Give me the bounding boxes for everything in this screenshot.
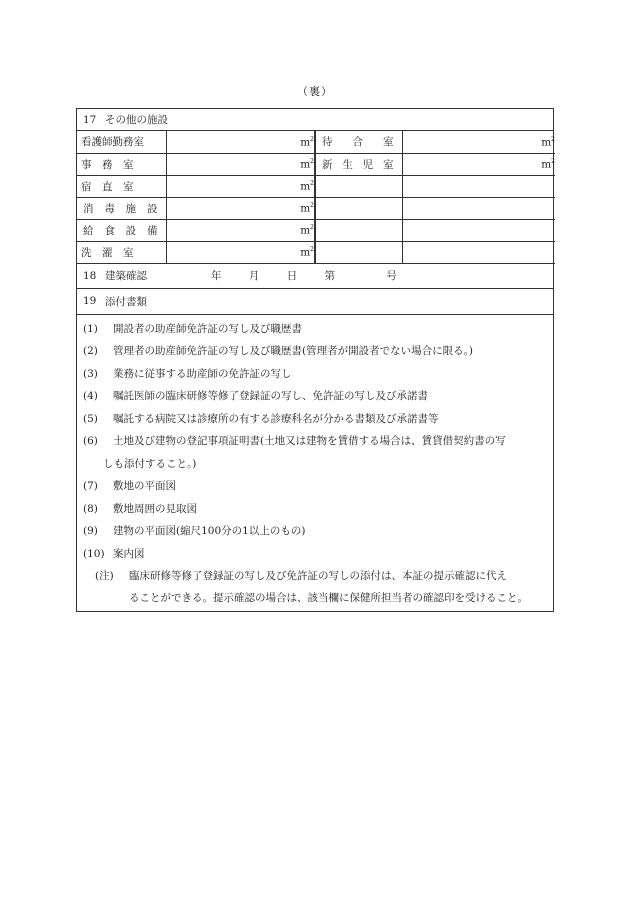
facility-area-field[interactable] [402, 175, 555, 197]
facility-row [77, 131, 555, 153]
list-item: (1) 開設者の助産師免許証の写し及び職歴書 [83, 322, 302, 335]
facility-row [77, 197, 555, 219]
section-19-header [77, 289, 553, 315]
year-label: 年 [211, 270, 222, 282]
facility-label: 新 生 児 室 [315, 153, 402, 175]
facility-label [315, 241, 402, 263]
section-18-row [77, 264, 553, 289]
day-label: 日 [286, 270, 298, 282]
facility-area-field[interactable]: $m^2$ [166, 197, 315, 219]
facility-label: 事 務 室 [77, 153, 166, 175]
facility-label: 待 合 室 [315, 131, 402, 153]
facility-row [77, 175, 555, 197]
note-label: (注) [95, 570, 114, 582]
facility-area-field[interactable] [402, 219, 555, 241]
facility-label [315, 219, 402, 241]
facility-area-field[interactable]: $m^2$ [166, 175, 315, 197]
facility-label [315, 175, 402, 197]
application-form-back [76, 108, 554, 612]
list-item: (10) 案内図 [83, 547, 145, 560]
list-item: (8) 敷地周囲の見取図 [83, 502, 197, 515]
list-item-continuation: しも添付すること。) [103, 457, 197, 470]
facility-area-field[interactable]: $m^2$ [166, 153, 315, 175]
facility-label [315, 197, 402, 219]
facility-area-field[interactable]: $m^2$ [402, 153, 555, 175]
section-18-number: 18 [83, 269, 97, 282]
facility-table [77, 131, 555, 264]
section-19-title: 添付書類 [105, 295, 147, 308]
section-18-title: 建築確認 [105, 270, 147, 282]
facility-label: 給 食 設 備 [77, 219, 166, 241]
facility-label: 看護師勤務室 [77, 131, 166, 153]
facility-label: 洗 濯 室 [77, 241, 166, 263]
list-item: (5) 嘱託する病院又は診療所の有する診療科名が分かる書類及び承諾書等 [83, 412, 439, 425]
list-item: (7) 敷地の平面図 [83, 480, 176, 492]
list-item: (9) 建物の平面図(縮尺100分の1以上のもの) [83, 525, 306, 537]
facility-area-field[interactable]: $m^2$ [166, 219, 315, 241]
note-line-1: 臨床研修等修了登録証の写し及び免許証の写しの添付は、本証の提示確認に代え [129, 570, 507, 582]
section-17-title: その他の施設 [105, 114, 168, 126]
facility-area-field[interactable]: $m^2$ [402, 131, 555, 153]
month-label: 月 [248, 270, 260, 282]
facility-row [77, 219, 555, 241]
facility-label: 消 毒 施 設 [77, 197, 166, 219]
list-item: (6) 土地及び建物の登記事項証明書(土地又は建物を賃借する場合は、賃貸借契約書の写 [83, 435, 506, 447]
list-item: (3) 業務に従事する助産師の免許証の写し [83, 367, 292, 380]
facility-label: 宿 直 室 [77, 175, 166, 197]
facility-area-field[interactable]: $m^2$ [166, 131, 315, 153]
list-item: (2) 管理者の助産師免許証の写し及び職歴書(管理者が開設者でない場合に限る。) [83, 345, 473, 357]
facility-area-field[interactable]: $m^2$ [166, 241, 315, 263]
facility-row [77, 153, 555, 175]
page-title: （裏） [297, 85, 333, 98]
note [83, 565, 547, 587]
list-item: (4) 嘱託医師の臨床研修等修了登録証の写し、免許証の写し及び承諾書 [83, 390, 428, 402]
go-label: 号 [386, 270, 397, 282]
attachment-list [77, 315, 553, 610]
section-19-number: 19 [83, 295, 97, 307]
facility-area-field[interactable] [402, 197, 555, 219]
section-17-header [77, 109, 553, 131]
dai-label: 第 [324, 270, 336, 282]
facility-row [77, 241, 555, 263]
note-line-2: ることができる。提示確認の場合は、該当欄に保健所担当者の確認印を受けること。 [129, 592, 528, 604]
facility-area-field[interactable] [402, 241, 555, 263]
section-17-number: 17 [83, 113, 97, 126]
